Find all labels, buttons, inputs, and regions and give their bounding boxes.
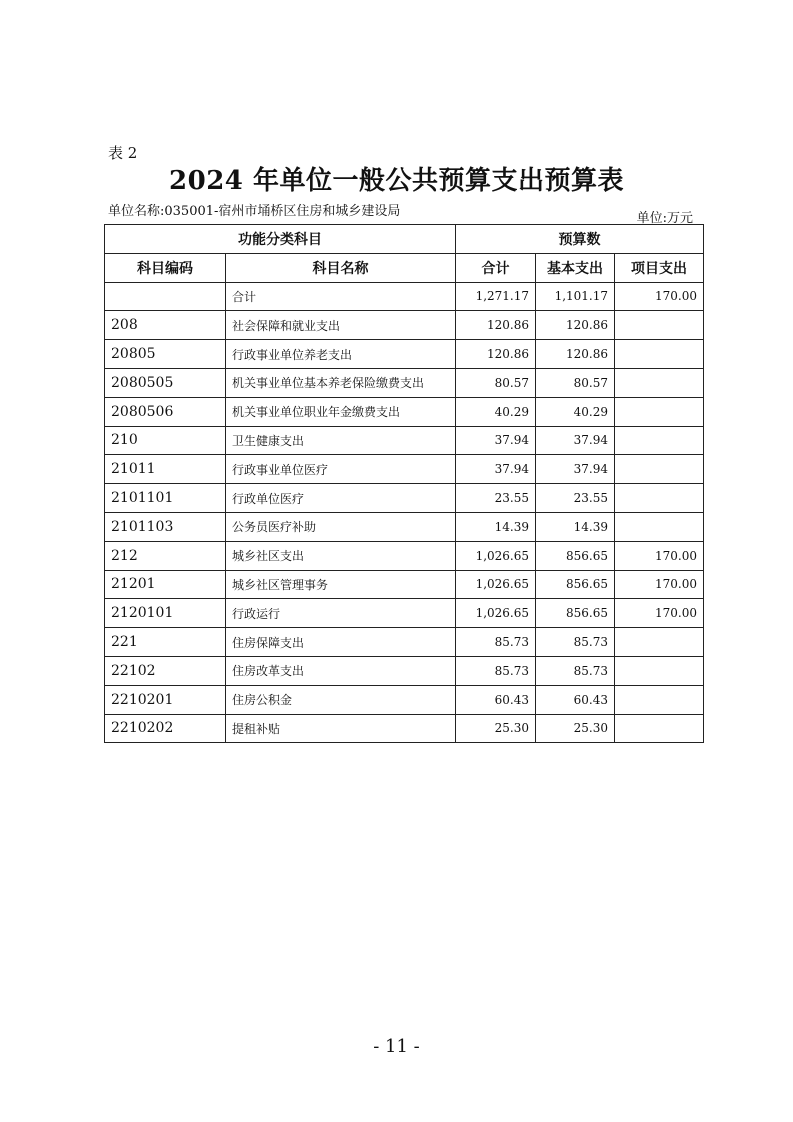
cell-subject-name: 社会保障和就业支出 — [226, 311, 456, 340]
cell-project-expenditure — [615, 484, 704, 513]
cell-total: 40.29 — [456, 397, 536, 426]
cell-project-expenditure — [615, 311, 704, 340]
table-row — [105, 685, 704, 714]
table-row — [105, 570, 704, 599]
cell-project-expenditure: 170.00 — [615, 541, 704, 570]
cell-subject-code: 2120101 — [105, 599, 226, 628]
cell-total: 120.86 — [456, 311, 536, 340]
budget-table — [104, 224, 704, 743]
cell-subject-code: 2080506 — [105, 397, 226, 426]
cell-basic-expenditure: 856.65 — [536, 599, 615, 628]
page-title: 2024 年单位一般公共预算支出预算表 — [169, 166, 624, 196]
table-row — [105, 455, 704, 484]
cell-subject-name: 行政事业单位养老支出 — [226, 340, 456, 369]
table-row — [105, 340, 704, 369]
cell-project-expenditure — [615, 426, 704, 455]
cell-basic-expenditure: 856.65 — [536, 541, 615, 570]
header-group-row — [105, 225, 704, 254]
cell-subject-code: 208 — [105, 311, 226, 340]
cell-project-expenditure — [615, 455, 704, 484]
cell-total: 60.43 — [456, 685, 536, 714]
header-column-row — [105, 253, 704, 282]
cell-total: 1,026.65 — [456, 570, 536, 599]
cell-subject-code: 21011 — [105, 455, 226, 484]
cell-total: 120.86 — [456, 340, 536, 369]
cell-basic-expenditure: 25.30 — [536, 714, 615, 743]
table-row — [105, 282, 704, 311]
cell-basic-expenditure: 60.43 — [536, 685, 615, 714]
cell-basic-expenditure: 85.73 — [536, 628, 615, 657]
cell-basic-expenditure: 120.86 — [536, 311, 615, 340]
cell-subject-code: 210 — [105, 426, 226, 455]
cell-subject-code: 212 — [105, 541, 226, 570]
cell-subject-name: 城乡社区管理事务 — [226, 570, 456, 599]
cell-project-expenditure — [615, 512, 704, 541]
cell-subject-code: 2080505 — [105, 368, 226, 397]
cell-subject-name: 机关事业单位职业年金缴费支出 — [226, 397, 456, 426]
cell-subject-name: 行政事业单位医疗 — [226, 455, 456, 484]
table-row — [105, 541, 704, 570]
cell-subject-name: 提租补贴 — [226, 714, 456, 743]
cell-project-expenditure — [615, 714, 704, 743]
cell-basic-expenditure: 856.65 — [536, 570, 615, 599]
cell-total: 25.30 — [456, 714, 536, 743]
cell-total: 23.55 — [456, 484, 536, 513]
cell-total: 1,271.17 — [456, 282, 536, 311]
cell-subject-name: 行政运行 — [226, 599, 456, 628]
cell-project-expenditure: 170.00 — [615, 570, 704, 599]
header-subject-code: 科目编码 — [105, 253, 226, 282]
cell-subject-code: 221 — [105, 628, 226, 657]
cell-project-expenditure — [615, 656, 704, 685]
cell-subject-name: 公务员医疗补助 — [226, 512, 456, 541]
cell-basic-expenditure: 85.73 — [536, 656, 615, 685]
header-project-expenditure: 项目支出 — [615, 253, 704, 282]
cell-total: 14.39 — [456, 512, 536, 541]
cell-project-expenditure — [615, 340, 704, 369]
table-row — [105, 628, 704, 657]
cell-basic-expenditure: 23.55 — [536, 484, 615, 513]
cell-project-expenditure — [615, 368, 704, 397]
header-budget-amount: 预算数 — [456, 225, 704, 254]
cell-total: 37.94 — [456, 455, 536, 484]
cell-total: 80.57 — [456, 368, 536, 397]
header-subject-name: 科目名称 — [226, 253, 456, 282]
cell-total: 1,026.65 — [456, 541, 536, 570]
header-total: 合计 — [456, 253, 536, 282]
cell-subject-name: 行政单位医疗 — [226, 484, 456, 513]
cell-subject-name: 城乡社区支出 — [226, 541, 456, 570]
table-row — [105, 512, 704, 541]
cell-basic-expenditure: 14.39 — [536, 512, 615, 541]
cell-total: 85.73 — [456, 656, 536, 685]
table-row — [105, 311, 704, 340]
cell-subject-code: 2101101 — [105, 484, 226, 513]
cell-subject-name: 住房公积金 — [226, 685, 456, 714]
cell-project-expenditure — [615, 628, 704, 657]
cell-total: 37.94 — [456, 426, 536, 455]
cell-total: 1,026.65 — [456, 599, 536, 628]
cell-subject-code: 2210201 — [105, 685, 226, 714]
cell-project-expenditure — [615, 397, 704, 426]
cell-basic-expenditure: 80.57 — [536, 368, 615, 397]
table-row — [105, 426, 704, 455]
cell-project-expenditure: 170.00 — [615, 282, 704, 311]
table-row — [105, 368, 704, 397]
cell-total: 85.73 — [456, 628, 536, 657]
table-row — [105, 714, 704, 743]
cell-subject-code: 2210202 — [105, 714, 226, 743]
cell-subject-code: 22102 — [105, 656, 226, 685]
cell-subject-name: 住房保障支出 — [226, 628, 456, 657]
cell-subject-code — [105, 282, 226, 311]
unit-name: 单位名称:035001-宿州市埇桥区住房和城乡建设局 — [108, 204, 401, 219]
header-function-classification: 功能分类科目 — [105, 225, 456, 254]
cell-basic-expenditure: 40.29 — [536, 397, 615, 426]
cell-subject-name: 卫生健康支出 — [226, 426, 456, 455]
cell-subject-code: 20805 — [105, 340, 226, 369]
cell-subject-code: 2101103 — [105, 512, 226, 541]
table-row — [105, 599, 704, 628]
page-number: - 11 - — [373, 1036, 420, 1057]
table-row — [105, 656, 704, 685]
unit-measure: 单位:万元 — [636, 211, 693, 226]
table-body — [105, 282, 704, 743]
cell-subject-code: 21201 — [105, 570, 226, 599]
table-row — [105, 484, 704, 513]
cell-subject-name: 合计 — [226, 282, 456, 311]
cell-project-expenditure — [615, 685, 704, 714]
cell-basic-expenditure: 37.94 — [536, 426, 615, 455]
cell-basic-expenditure: 1,101.17 — [536, 282, 615, 311]
cell-subject-name: 机关事业单位基本养老保险缴费支出 — [226, 368, 456, 397]
header-basic-expenditure: 基本支出 — [536, 253, 615, 282]
table-row — [105, 397, 704, 426]
cell-project-expenditure: 170.00 — [615, 599, 704, 628]
cell-basic-expenditure: 120.86 — [536, 340, 615, 369]
cell-basic-expenditure: 37.94 — [536, 455, 615, 484]
cell-subject-name: 住房改革支出 — [226, 656, 456, 685]
table-label: 表 2 — [108, 144, 138, 162]
